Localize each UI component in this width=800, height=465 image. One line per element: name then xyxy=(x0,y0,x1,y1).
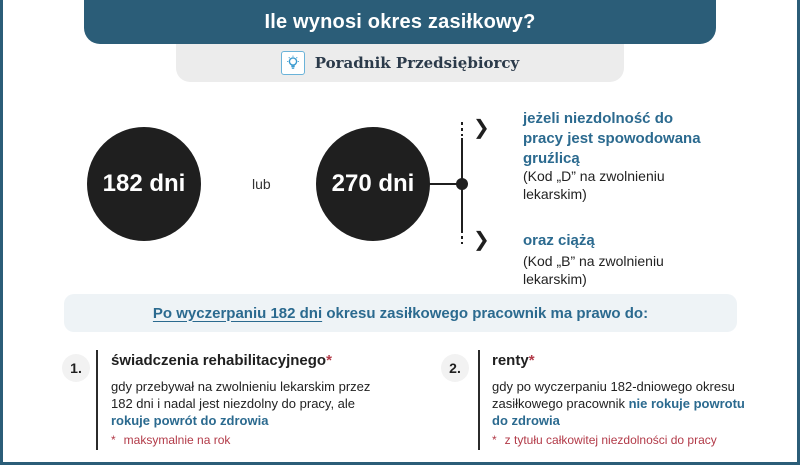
benefit-2-title-text: renty xyxy=(492,352,529,369)
benefit-2-footnote-mark: * xyxy=(492,433,497,447)
connector-dot xyxy=(456,178,468,190)
benefit-1-text: gdy przebywał na zwolnieniu lekarskim przez 182 dni i nadal jest niezdolny do pracy, ale xyxy=(111,379,371,411)
benefit-1-description xyxy=(111,378,381,429)
duration-182-label: 182 dni xyxy=(102,170,186,197)
lightbulb-icon xyxy=(281,51,305,75)
duration-270-label: 270 dni xyxy=(331,170,415,197)
page-title: Ile wynosi okres zasiłkowy? xyxy=(264,10,536,33)
condition-pregnancy: oraz ciążą xyxy=(523,232,595,249)
benefit-1-title xyxy=(111,352,332,369)
condition-tuberculosis: jeżeli niezdolność do pracy jest spowodowana gruźlicą xyxy=(523,110,701,167)
condition-tuberculosis-code: (Kod „D” na zwolnieniu lekarskim) xyxy=(523,168,665,202)
benefit-2-divider xyxy=(478,350,480,450)
benefit-number-1: 1. xyxy=(62,354,90,382)
benefit-1-asterisk: * xyxy=(326,352,332,369)
benefit-1-footnote-mark: * xyxy=(111,433,116,447)
rights-heading xyxy=(64,294,737,332)
benefit-number-2: 2. xyxy=(441,354,469,382)
rights-heading-rest: okresu zasiłkowego pracownik ma prawo do: xyxy=(326,304,649,322)
benefit-2-description xyxy=(492,378,752,429)
duration-270-circle xyxy=(316,127,430,241)
chevron-right-icon: ❯ xyxy=(473,117,490,139)
benefit-2-asterisk: * xyxy=(528,352,535,369)
benefit-1-highlight: rokuje powrót do zdrowia xyxy=(111,413,269,428)
or-separator: lub xyxy=(252,176,271,192)
connector-dash-top xyxy=(461,122,463,136)
benefit-1-divider xyxy=(96,350,98,450)
benefit-2-footnote-text: z tytułu całkowitej niezdolności do pracy xyxy=(504,433,717,447)
title-banner xyxy=(84,0,716,44)
benefit-1-footnote-text: maksymalnie na rok xyxy=(123,433,231,447)
duration-182-circle xyxy=(87,127,201,241)
chevron-right-icon: ❯ xyxy=(473,229,490,251)
benefit-1-title-text: świadczenia rehabilitacyjnego xyxy=(111,352,327,369)
condition-pregnancy-code: (Kod „B” na zwolnieniu lekarskim) xyxy=(523,253,664,287)
benefit-2-footnote xyxy=(492,433,717,447)
benefit-1-footnote xyxy=(111,433,230,447)
benefit-2-title xyxy=(492,352,535,369)
brand-name: Poradnik Przedsiębiorcy xyxy=(314,54,520,72)
connector-dash-bottom xyxy=(461,230,463,244)
rights-heading-emphasis: Po wyczerpaniu 182 dni xyxy=(152,304,323,322)
brand-bar xyxy=(176,44,624,82)
benefit-2-highlight: nie rokuje powrotu do zdrowia xyxy=(492,396,745,428)
benefit-2-text: gdy po wyczerpaniu 182-dniowego okresu zasiłkowego pracownik xyxy=(492,379,735,411)
